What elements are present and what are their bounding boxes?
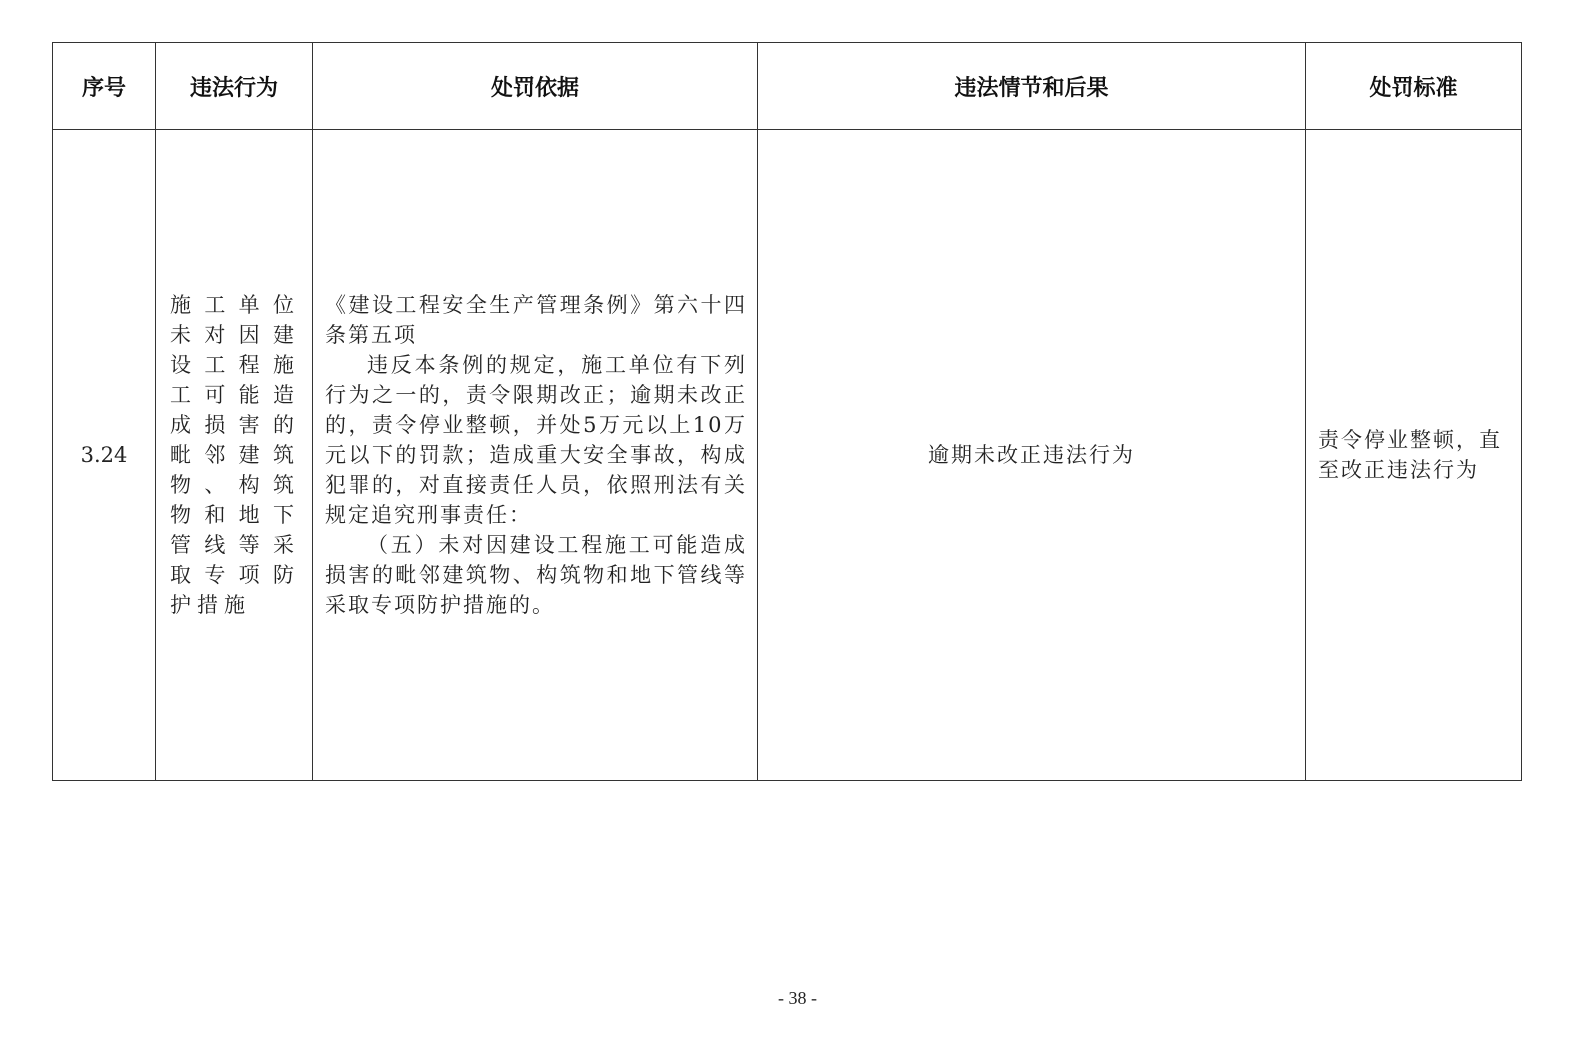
header-row (53, 43, 1522, 130)
header-standard: 处罚标准 (1306, 43, 1522, 130)
row-basis (313, 130, 758, 781)
header-number: 序号 (53, 43, 156, 130)
page-number: - 38 - (778, 988, 817, 1008)
row-standard: 责令停业整顿，直至改正违法行为 (1306, 130, 1522, 781)
row-violation: 施工单位未对因建设工程施工可能造成损害的毗邻建筑物、构筑物和地下管线等采取专项防护措施 (156, 130, 313, 781)
table-row (53, 130, 1522, 781)
basis-paragraph-2: （五）未对因建设工程施工可能造成损害的毗邻建筑物、构筑物和地下管线等采取专项防护措施的。 (325, 533, 747, 617)
header-basis: 处罚依据 (313, 43, 758, 130)
header-circumstances: 违法情节和后果 (758, 43, 1306, 130)
basis-title: 《建设工程安全生产管理条例》第六十四条第五项 (325, 293, 747, 347)
row-circumstances: 逾期未改正违法行为 (758, 130, 1306, 781)
penalty-table (52, 42, 1522, 781)
header-violation: 违法行为 (156, 43, 313, 130)
row-number: 3.24 (53, 130, 156, 781)
basis-paragraph-1: 违反本条例的规定，施工单位有下列行为之一的，责令限期改正；逾期未改正的，责令停业整顿，并处5万元以上10万元以下的罚款；造成重大安全事故，构成犯罪的，对直接责任人员，依照刑法有关规定追究刑事责任： (325, 353, 747, 527)
